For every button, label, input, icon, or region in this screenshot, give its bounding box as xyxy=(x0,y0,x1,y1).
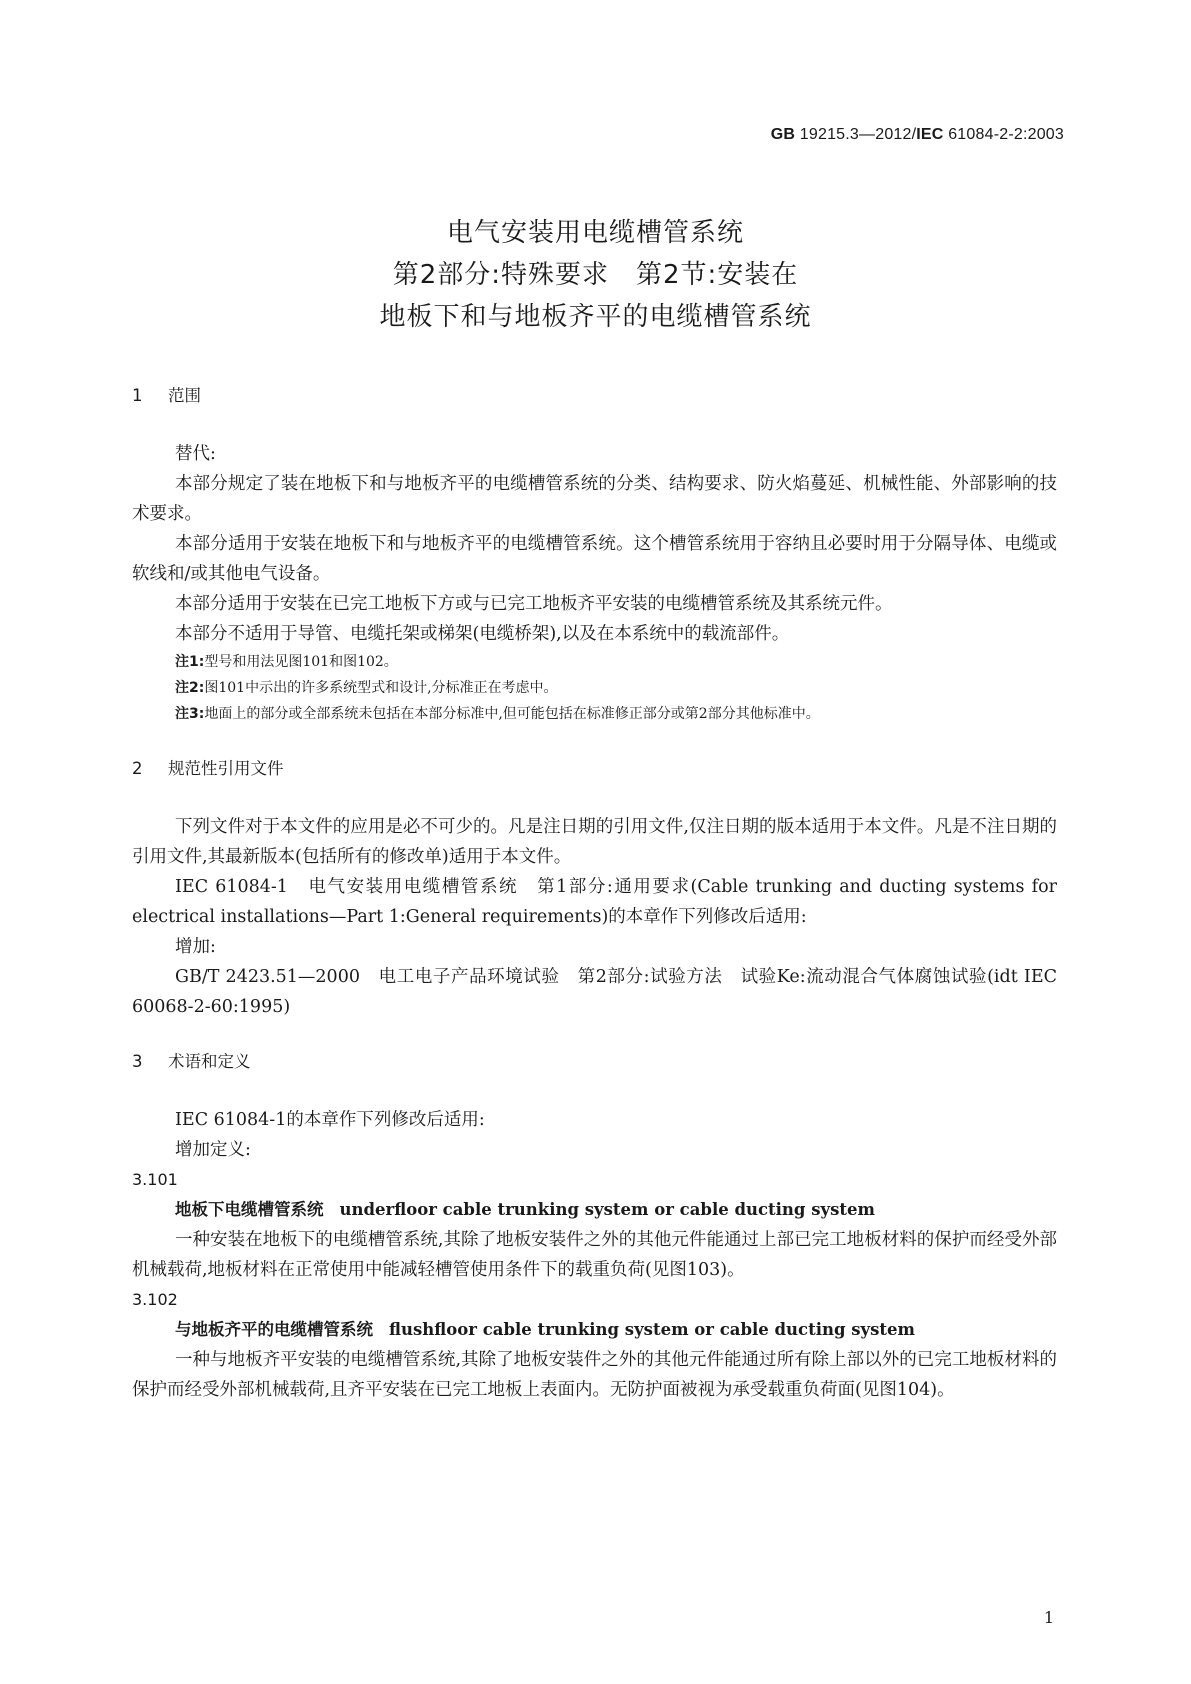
paragraph: 增加定义: xyxy=(175,1140,251,1160)
title-line-3: 地板下和与地板齐平的电缆槽管系统 xyxy=(379,302,812,332)
paragraph: 下列文件对于本文件的应用是必不可少的。凡是注日期的引用文件,仅注日期的版本适用于本文件。凡是不注日期的引用文件,其最新版本(包括所有的修改单)适用于本文件。 xyxy=(132,817,1057,867)
note: 注3:地面上的部分或全部系统未包括在本部分标准中,但可能包括在标准修正部分或第2部分其他标准中。 xyxy=(175,706,820,722)
paragraph: IEC 61084-1的本章作下列修改后适用: xyxy=(175,1110,485,1130)
term-definition: 一种与地板齐平安装的电缆槽管系统,其除了地板安装件之外的其他元件能通过所有除上部以外的已完工地板材料的保护而经受外部机械载荷,且齐平安装在已完工地板上表面内。无防护面被视为承受载重负荷面(见图104)。 xyxy=(132,1350,1057,1400)
term-title: 与地板齐平的电缆槽管系统 flushfloor cable trunking system or cable ducting system xyxy=(175,1320,916,1339)
standard-prefix: GB xyxy=(770,126,796,143)
paragraph: 增加: xyxy=(175,937,216,957)
paragraph: GB/T 2423.51—2000 电工电子产品环境试验 第2部分:试验方法 试验Ke:流动混合气体腐蚀试验(idt IEC 60068-2-60:1995) xyxy=(132,967,1057,1017)
title-line-2: 第2部分:特殊要求 第2节:安装在 xyxy=(392,260,799,290)
paragraph: 本部分规定了装在地板下和与地板齐平的电缆槽管系统的分类、结构要求、防火焰蔓延、机械性能、外部影响的技术要求。 xyxy=(132,474,1057,524)
note: 注1:型号和用法见图101和图102。 xyxy=(175,654,398,670)
paragraph: 本部分适用于安装在地板下和与地板齐平的电缆槽管系统。这个槽管系统用于容纳且必要时用于分隔导体、电缆或软线和/或其他电气设备。 xyxy=(132,534,1057,584)
term-definition: 一种安装在地板下的电缆槽管系统,其除了地板安装件之外的其他元件能通过上部已完工地板材料的保护而经受外部机械载荷,地板材料在正常使用中能减轻槽管使用条件下的载重负荷(见图103)。 xyxy=(132,1230,1057,1280)
title-line-1: 电气安装用电缆槽管系统 xyxy=(446,218,744,248)
standard-number xyxy=(771,126,1064,144)
standard-code: 19215.3—2012/ xyxy=(799,126,917,143)
section-2 xyxy=(132,754,1057,1022)
section-3 xyxy=(132,1047,1057,1405)
section-heading: 1 范围 xyxy=(132,386,201,405)
section-heading: 3 术语和定义 xyxy=(132,1052,251,1071)
paragraph: 替代: xyxy=(175,444,216,464)
term-number: 3.101 xyxy=(132,1170,178,1189)
section-1 xyxy=(132,381,1057,727)
iec-prefix: IEC xyxy=(916,126,944,143)
iec-code: 61084-2-2:2003 xyxy=(948,126,1064,143)
page-number: 1 xyxy=(1043,1608,1054,1627)
note: 注2:图101中示出的许多系统型式和设计,分标准正在考虑中。 xyxy=(175,680,558,696)
term-number: 3.102 xyxy=(132,1290,178,1309)
paragraph: 本部分不适用于导管、电缆托架或梯架(电缆桥架),以及在本系统中的载流部件。 xyxy=(175,624,790,644)
section-heading: 2 规范性引用文件 xyxy=(132,759,284,778)
paragraph: IEC 61084-1 电气安装用电缆槽管系统 第1部分:通用要求(Cable trunking and ducting systems for electrical installations—Part 1:General requirements)的本章作下列修改后适用: xyxy=(132,877,1057,927)
paragraph: 本部分适用于安装在已完工地板下方或与已完工地板齐平安装的电缆槽管系统及其系统元件。 xyxy=(175,594,893,614)
term-title: 地板下电缆槽管系统 underfloor cable trunking system or cable ducting system xyxy=(175,1200,875,1219)
